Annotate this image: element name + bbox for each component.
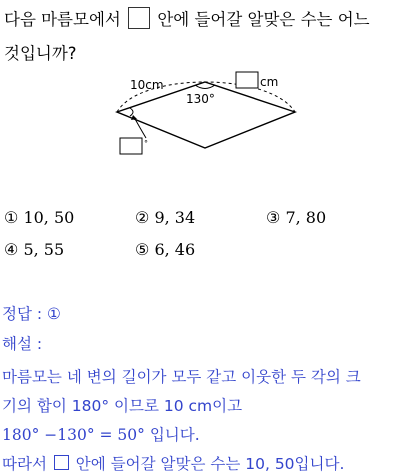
choice-3[interactable] [266,208,326,227]
question-line-2: 것입니까? [4,44,77,63]
choice-4-number: ④ [4,240,19,259]
choice-4[interactable] [4,240,64,259]
explanation-line-4-end: 안에 들어갈 알맞은 수는 10, 50입니다. [75,455,345,473]
angle-label: 130° [186,92,215,106]
choice-5-number: ⑤ [135,240,150,259]
side-unit-label: cm [260,75,279,89]
angle-blank-box [120,138,142,154]
top-angle-arc [195,85,215,89]
degree-mark: ° [144,139,148,148]
side-blank-box [236,72,258,88]
choice-2[interactable] [135,208,195,227]
choice-1[interactable] [4,208,74,227]
explanation-line-2: 기의 합이 180° 이므로 10 cm이고 [2,397,243,415]
choice-5-text: 6, 46 [154,240,196,259]
explanation-line-1: 마름모는 네 변의 길이가 모두 같고 이웃한 두 각의 크 [2,368,361,386]
choice-4-text: 5, 55 [23,240,65,259]
explanation-line-4 [2,452,344,474]
question-text-before-box: 다음 마름모에서 [4,10,121,29]
explanation-line-4-start: 따라서 [2,455,47,473]
blank-box [128,7,150,29]
side-length-label: 10cm [130,78,164,92]
choice-3-text: 7, 80 [285,208,327,227]
choice-1-number: ① [4,208,19,227]
choice-5[interactable] [135,240,195,259]
solution-blank-box [54,455,69,470]
choice-2-number: ② [135,208,150,227]
choice-1-text: 10, 50 [23,208,75,227]
explanation-line-3: 180° −130° = 50° 입니다. [2,426,200,444]
rhombus-figure [100,66,310,166]
choice-3-number: ③ [266,208,281,227]
answer-line: 정답 : ① [2,305,61,323]
pointer-line [134,117,146,138]
explanation-heading: 해설 : [2,335,43,353]
left-angle-arc [130,108,133,116]
question-text-after-box: 안에 들어갈 알맞은 수는 어느 [157,10,370,29]
question-line-1 [4,6,370,30]
choice-2-text: 9, 34 [154,208,196,227]
